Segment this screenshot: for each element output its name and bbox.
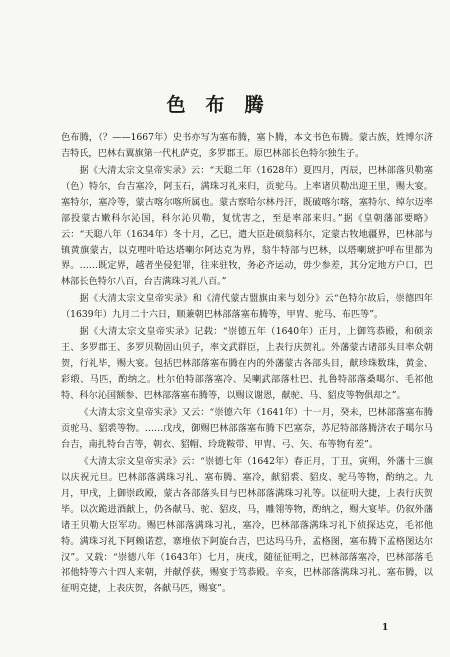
page-number: 1 — [382, 623, 389, 633]
page-title: 色布腾 — [166, 94, 284, 116]
paragraph: 据《大清太宗文皇帝实录》云：“天聪二年（1628年）夏四月，丙辰，巴林部落贝勒塞（色）特尔，台吉塞冷，阿玉石，满珠习礼来归，贡驼马。上率诸贝勒出迎王里，赐大宴。塞特尔，塞冷等，蒙古喀尔喀所属也。蒙古察哈尔林丹汗，既破喀尔喀，塞特尔、绰尔迈率部投蒙古嫩科尔沁国，科尔沁贝勒，复忧害之，至是率部来归。”据《皇朝藩部要略》云：“天聪八年（1634年）冬十月，乙巳，遣大臣赴硕翁科尔，定蒙古牧地疆界，巴林部与镇黄旗蒙古，以克哩叶哈达塔喇尔阿达克为界，翁牛特部与巴林，以塔喇琥护呼布里都为界。……既定界，越者坐侵犯罪，往来驻牧，务必齐运动，毋少参差，其分定地方户口，巴林部长色特尔八百，台吉满珠习礼八百。” — [61, 165, 433, 288]
paragraph: 据《大清太宗文皇帝实录》和《清代蒙古盟旗由来与划分》云“色特尔故后，崇德四年（1639年）九月二十六日，顺兼朝巴林部落塞布腾等，甲胄、驼马、布匹等”。 — [61, 293, 433, 321]
paragraph: 据《大清太宗文皇帝实录》记载：“崇德五年（1640年）正月，上御笃恭殿，和硕亲王、多罗郡王、多罗贝勒固山贝子，率文武群臣，上表行庆贺礼。外藩蒙古诸部头目率众朝贺，行礼毕，赐大宴。包括巴林部落塞布腾在内的外藩蒙古各部头目，献珍珠数珠，黄金、彩缎、马匹，酌纳之。杜尔伯特部落塞冷、吴喇武部落杜巴、扎鲁特部落桑噶尔、毛祁他特、科尔沁国额参、巴林部落塞布腾等，以赐议谢恩，献驼、马、貂皮等物俱却之”。 — [61, 326, 433, 402]
paragraph: 色布腾，（？——1667年）史书亦写为塞布腾，塞卜腾，本文书色布腾。蒙古族，姓博尔济吉特氏，巴林右翼旗第一代札萨克，多罗郡王。原巴林部长色特尔独生子。 — [61, 132, 433, 159]
article-body — [61, 130, 433, 598]
paragraph: 《大清太宗文皇帝实录》又云：“崇德六年（1641年）十一月，癸未，巴林部落塞布腾贡驼马、貂裘等物。……戊戌，御赐巴林部落塞布腾下巴塞奈，苏尼特部落腾济农子噶尔马台吉，南扎特台吉等，朝衣、貂帽、玲珑鞍带、甲胄、弓、矢、布等物有差”。 — [61, 407, 433, 450]
paragraph: 《大清太宗文皇帝实录》云：“崇德七年（1642年）春正月，丁丑，寅朔，外藩十三旗以庆祝元旦。巴林部落满珠习礼、塞布腾、塞冷，献貂裘、貂皮、驼马等物，酌纳之。九月，甲戌，上御崇政殿，蒙古各部落头目与巴林部落满珠习礼等。以征明大捷，上表行庆贺毕。以次跪进酒献上，仍各献马、驼、貂皮，马，雕翎等物，酌纳之，赐大宴毕。仍叙外藩诸王贝勒大臣军功。赐巴林部落满珠习礼，塞冷，巴林部落满珠习礼下侦探达克，毛祁他特。满珠习礼下阿赖诺惹，寨堆依下阿旋台吉，巴达玛马升，孟格图，塞布腾下孟格图达尔汉”。又载：“崇德八年（1643年）七月，庚戌，随征征明之，巴林部落塞冷，巴林部落毛祁他特等六十四人来朝，并献俘获，赐宴于笃恭殿。辛亥，巴林部落满珠习礼、塞布腾，以征明克捷，上表庆贺，各献马匹，赐宴”。 — [61, 456, 433, 595]
